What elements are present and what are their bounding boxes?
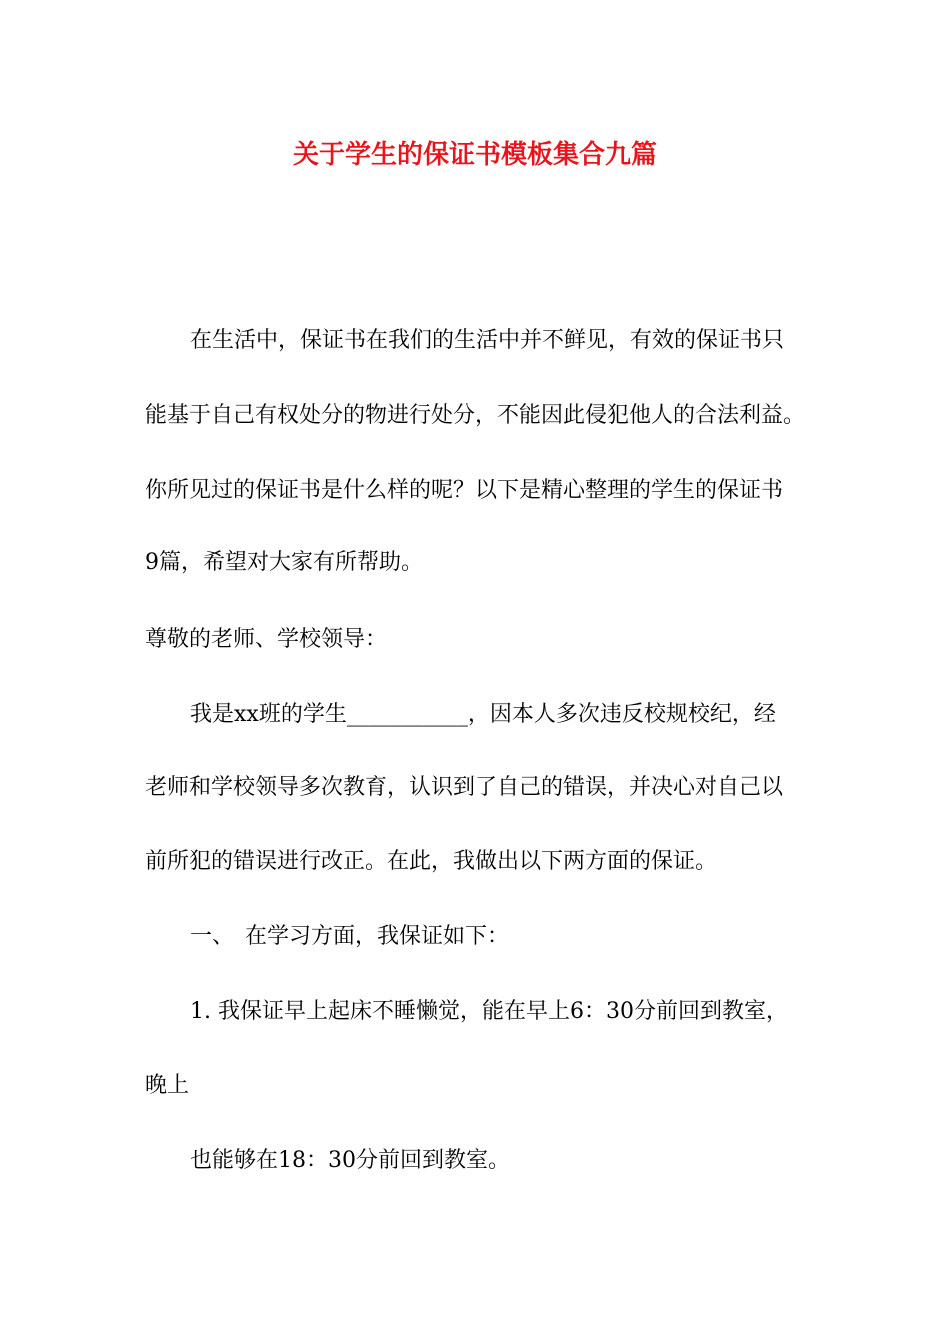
- paragraph-line: 9篇，希望对大家有所帮助。: [145, 550, 423, 575]
- list-item-line: 也能够在18：30分前回到教室。: [190, 1148, 510, 1173]
- paragraph-line: 能基于自己有权处分的物进行处分，不能因此侵犯他人的合法利益。: [145, 403, 806, 428]
- paragraph-line: 在生活中，保证书在我们的生活中并不鲜见，有效的保证书只: [190, 328, 785, 353]
- paragraph-line: 我是xx班的学生___________，因本人多次违反校规校纪，经: [190, 702, 776, 727]
- section-heading: 一、 在学习方面，我保证如下：: [190, 924, 510, 949]
- paragraph-line: 老师和学校领导多次教育，认识到了自己的错误，并决心对自己以: [145, 775, 784, 800]
- salutation-line: 尊敬的老师、学校领导：: [145, 627, 388, 652]
- paragraph-line: 你所见过的保证书是什么样的呢？以下是精心整理的学生的保证书: [145, 478, 784, 503]
- paragraph-line: 前所犯的错误进行改正。在此，我做出以下两方面的保证。: [145, 849, 718, 874]
- document-title: 关于学生的保证书模板集合九篇: [292, 140, 657, 170]
- list-item-line: 晚上: [145, 1073, 190, 1098]
- list-item-line: 1. 我保证早上起床不睡懒觉，能在早上6：30分前回到教室，: [190, 999, 788, 1024]
